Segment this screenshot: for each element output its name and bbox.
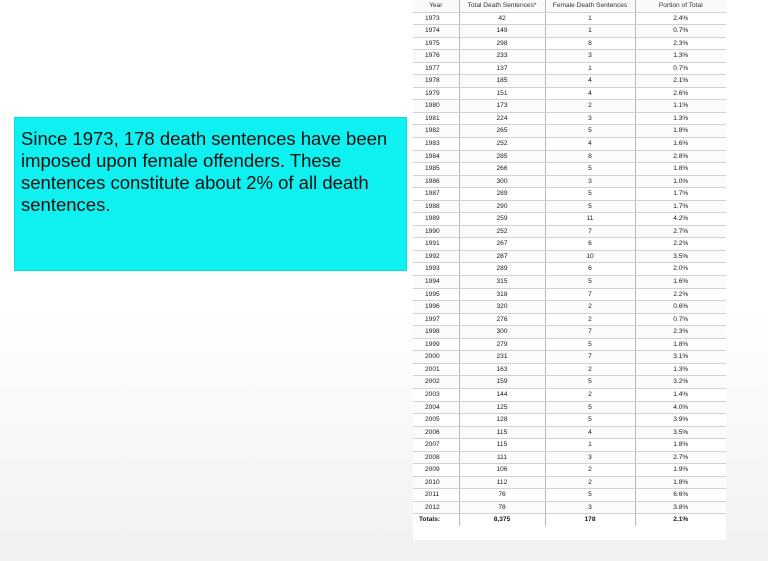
cell-year: 1986 — [413, 175, 459, 188]
cell-year: 2008 — [413, 451, 459, 464]
cell-portion-of-total: 2.3% — [635, 326, 726, 339]
cell-total-death-sentences: 76 — [459, 489, 545, 502]
cell-year: 2001 — [413, 363, 459, 376]
cell-year: 2000 — [413, 351, 459, 364]
cell-year: 1995 — [413, 288, 459, 301]
death-sentences-table — [413, 0, 726, 526]
table-row — [413, 401, 726, 414]
cell-year: 2003 — [413, 388, 459, 401]
cell-year: 2002 — [413, 376, 459, 389]
table-row — [413, 426, 726, 439]
cell-total-death-sentences: 144 — [459, 388, 545, 401]
cell-female-death-sentences: 7 — [545, 288, 635, 301]
cell-female-death-sentences: 2 — [545, 363, 635, 376]
cell-female-death-sentences: 5 — [545, 125, 635, 138]
cell-total-death-sentences: 231 — [459, 351, 545, 364]
cell-year: 2007 — [413, 439, 459, 452]
cell-year: 1991 — [413, 238, 459, 251]
cell-portion-of-total: 1.3% — [635, 363, 726, 376]
cell-total-death-sentences: 233 — [459, 50, 545, 63]
cell-female-death-sentences: 5 — [545, 401, 635, 414]
table-row — [413, 250, 726, 263]
cell-total-death-sentences: 265 — [459, 125, 545, 138]
cell-female-death-sentences: 6 — [545, 263, 635, 276]
cell-portion-of-total: 2.0% — [635, 263, 726, 276]
header-female-death-sentences: Female Death Sentences — [545, 0, 635, 12]
cell-female-death-sentences: 2 — [545, 313, 635, 326]
cell-year: 1999 — [413, 338, 459, 351]
cell-total-death-sentences: 125 — [459, 401, 545, 414]
cell-total-death-sentences: 115 — [459, 439, 545, 452]
cell-female-death-sentences: 5 — [545, 489, 635, 502]
cell-female-death-sentences: 11 — [545, 213, 635, 226]
header-total-death-sentences: Total Death Sentences* — [459, 0, 545, 12]
cell-total-death-sentences: 298 — [459, 37, 545, 50]
cell-year: 1979 — [413, 87, 459, 100]
table-row — [413, 414, 726, 427]
table-body — [413, 12, 726, 514]
table-row — [413, 75, 726, 88]
cell-year: 1977 — [413, 62, 459, 75]
cell-year: 1990 — [413, 225, 459, 238]
table-row — [413, 388, 726, 401]
table-header-row — [413, 0, 726, 12]
cell-total-death-sentences: 279 — [459, 338, 545, 351]
cell-female-death-sentences: 5 — [545, 200, 635, 213]
cell-portion-of-total: 1.7% — [635, 188, 726, 201]
table-row — [413, 301, 726, 314]
cell-total-death-sentences: 285 — [459, 150, 545, 163]
cell-total-death-sentences: 112 — [459, 476, 545, 489]
cell-year: 1998 — [413, 326, 459, 339]
table-totals-row — [413, 514, 726, 526]
cell-female-death-sentences: 5 — [545, 338, 635, 351]
cell-portion-of-total: 2.1% — [635, 75, 726, 88]
table-row — [413, 112, 726, 125]
cell-portion-of-total: 3.5% — [635, 426, 726, 439]
table-row — [413, 163, 726, 176]
cell-year: 1983 — [413, 138, 459, 151]
cell-portion-of-total: 2.3% — [635, 37, 726, 50]
cell-portion-of-total: 2.2% — [635, 288, 726, 301]
cell-year: 1982 — [413, 125, 459, 138]
cell-female-death-sentences: 1 — [545, 12, 635, 25]
cell-portion-of-total: 1.8% — [635, 338, 726, 351]
cell-female-death-sentences: 4 — [545, 87, 635, 100]
cell-total-death-sentences: 163 — [459, 363, 545, 376]
cell-female-death-sentences: 7 — [545, 326, 635, 339]
cell-female-death-sentences: 10 — [545, 250, 635, 263]
cell-portion-of-total: 4.0% — [635, 401, 726, 414]
table-row — [413, 376, 726, 389]
cell-year: 2006 — [413, 426, 459, 439]
cell-portion-of-total: 2.2% — [635, 238, 726, 251]
cell-total-death-sentences: 151 — [459, 87, 545, 100]
cell-total-death-sentences: 252 — [459, 138, 545, 151]
cell-year: 1984 — [413, 150, 459, 163]
cell-year: 2012 — [413, 501, 459, 514]
cell-portion-of-total: 2.7% — [635, 225, 726, 238]
totals-total-death-sentences: 8,375 — [459, 514, 545, 526]
cell-total-death-sentences: 290 — [459, 200, 545, 213]
cell-portion-of-total: 0.7% — [635, 313, 726, 326]
cell-female-death-sentences: 3 — [545, 50, 635, 63]
table-row — [413, 451, 726, 464]
cell-year: 1980 — [413, 100, 459, 113]
cell-total-death-sentences: 276 — [459, 313, 545, 326]
cell-total-death-sentences: 42 — [459, 12, 545, 25]
totals-female-death-sentences: 178 — [545, 514, 635, 526]
cell-portion-of-total: 1.6% — [635, 138, 726, 151]
table-row — [413, 363, 726, 376]
cell-female-death-sentences: 4 — [545, 75, 635, 88]
cell-total-death-sentences: 128 — [459, 414, 545, 427]
cell-portion-of-total: 2.8% — [635, 150, 726, 163]
table-row — [413, 501, 726, 514]
cell-year: 1992 — [413, 250, 459, 263]
cell-portion-of-total: 2.7% — [635, 451, 726, 464]
table-row — [413, 188, 726, 201]
cell-female-death-sentences: 7 — [545, 225, 635, 238]
cell-portion-of-total: 1.3% — [635, 50, 726, 63]
cell-total-death-sentences: 300 — [459, 175, 545, 188]
cell-year: 1997 — [413, 313, 459, 326]
table-row — [413, 476, 726, 489]
cell-portion-of-total: 3.9% — [635, 414, 726, 427]
table-row — [413, 326, 726, 339]
cell-portion-of-total: 1.0% — [635, 175, 726, 188]
table-row — [413, 37, 726, 50]
totals-portion-of-total: 2.1% — [635, 514, 726, 526]
cell-total-death-sentences: 137 — [459, 62, 545, 75]
cell-female-death-sentences: 4 — [545, 426, 635, 439]
cell-female-death-sentences: 8 — [545, 150, 635, 163]
cell-female-death-sentences: 3 — [545, 112, 635, 125]
cell-female-death-sentences: 1 — [545, 439, 635, 452]
cell-female-death-sentences: 2 — [545, 301, 635, 314]
cell-year: 1994 — [413, 276, 459, 289]
cell-total-death-sentences: 259 — [459, 213, 545, 226]
table-row — [413, 464, 726, 477]
table-row — [413, 62, 726, 75]
cell-total-death-sentences: 159 — [459, 376, 545, 389]
cell-total-death-sentences: 149 — [459, 25, 545, 38]
cell-female-death-sentences: 5 — [545, 376, 635, 389]
cell-female-death-sentences: 5 — [545, 276, 635, 289]
cell-portion-of-total: 1.8% — [635, 476, 726, 489]
table-row — [413, 225, 726, 238]
cell-portion-of-total: 0.7% — [635, 25, 726, 38]
cell-female-death-sentences: 3 — [545, 451, 635, 464]
cell-portion-of-total: 3.5% — [635, 250, 726, 263]
cell-female-death-sentences: 6 — [545, 238, 635, 251]
cell-year: 2004 — [413, 401, 459, 414]
cell-total-death-sentences: 111 — [459, 451, 545, 464]
cell-portion-of-total: 4.2% — [635, 213, 726, 226]
cell-year: 1987 — [413, 188, 459, 201]
cell-female-death-sentences: 1 — [545, 62, 635, 75]
cell-year: 2010 — [413, 476, 459, 489]
cell-year: 2005 — [413, 414, 459, 427]
summary-text: Since 1973, 178 death sentences have been imposed upon female offenders. These sentences constitute about 2% of all death sentences. — [21, 128, 388, 215]
cell-portion-of-total: 2.4% — [635, 12, 726, 25]
cell-portion-of-total: 1.9% — [635, 464, 726, 477]
table-row — [413, 351, 726, 364]
cell-total-death-sentences: 318 — [459, 288, 545, 301]
cell-female-death-sentences: 5 — [545, 163, 635, 176]
table-row — [413, 12, 726, 25]
cell-year: 1989 — [413, 213, 459, 226]
cell-total-death-sentences: 315 — [459, 276, 545, 289]
cell-female-death-sentences: 3 — [545, 175, 635, 188]
cell-total-death-sentences: 173 — [459, 100, 545, 113]
cell-total-death-sentences: 252 — [459, 225, 545, 238]
cell-year: 1975 — [413, 37, 459, 50]
cell-portion-of-total: 0.6% — [635, 301, 726, 314]
cell-year: 1981 — [413, 112, 459, 125]
table-row — [413, 87, 726, 100]
cell-total-death-sentences: 185 — [459, 75, 545, 88]
cell-year: 1996 — [413, 301, 459, 314]
table-row — [413, 263, 726, 276]
cell-female-death-sentences: 7 — [545, 351, 635, 364]
table-row — [413, 25, 726, 38]
table-row — [413, 288, 726, 301]
table-row — [413, 489, 726, 502]
cell-female-death-sentences: 8 — [545, 37, 635, 50]
cell-year: 1976 — [413, 50, 459, 63]
cell-female-death-sentences: 5 — [545, 414, 635, 427]
cell-portion-of-total: 0.7% — [635, 62, 726, 75]
table-row — [413, 150, 726, 163]
table-row — [413, 213, 726, 226]
cell-portion-of-total: 3.2% — [635, 376, 726, 389]
cell-portion-of-total: 2.6% — [635, 87, 726, 100]
cell-total-death-sentences: 224 — [459, 112, 545, 125]
cell-portion-of-total: 1.3% — [635, 112, 726, 125]
cell-year: 1974 — [413, 25, 459, 38]
cell-year: 1978 — [413, 75, 459, 88]
cell-year: 2011 — [413, 489, 459, 502]
cell-total-death-sentences: 78 — [459, 501, 545, 514]
cell-year: 1985 — [413, 163, 459, 176]
table-row — [413, 138, 726, 151]
cell-portion-of-total: 1.4% — [635, 388, 726, 401]
cell-female-death-sentences: 3 — [545, 501, 635, 514]
summary-callout — [14, 117, 407, 271]
cell-total-death-sentences: 287 — [459, 250, 545, 263]
cell-portion-of-total: 1.8% — [635, 439, 726, 452]
header-year: Year — [413, 0, 459, 12]
cell-female-death-sentences: 4 — [545, 138, 635, 151]
cell-total-death-sentences: 106 — [459, 464, 545, 477]
cell-portion-of-total: 3.8% — [635, 501, 726, 514]
cell-portion-of-total: 6.6% — [635, 489, 726, 502]
cell-portion-of-total: 3.1% — [635, 351, 726, 364]
cell-female-death-sentences: 5 — [545, 188, 635, 201]
table-row — [413, 439, 726, 452]
cell-total-death-sentences: 266 — [459, 163, 545, 176]
cell-year: 1973 — [413, 12, 459, 25]
cell-female-death-sentences: 2 — [545, 100, 635, 113]
cell-year: 1988 — [413, 200, 459, 213]
cell-total-death-sentences: 320 — [459, 301, 545, 314]
cell-total-death-sentences: 267 — [459, 238, 545, 251]
totals-label: Totals: — [413, 514, 459, 526]
table-row — [413, 175, 726, 188]
table-row — [413, 200, 726, 213]
cell-portion-of-total: 1.8% — [635, 125, 726, 138]
cell-female-death-sentences: 2 — [545, 388, 635, 401]
table-row — [413, 50, 726, 63]
table-row — [413, 313, 726, 326]
cell-portion-of-total: 1.8% — [635, 163, 726, 176]
cell-female-death-sentences: 2 — [545, 464, 635, 477]
table-row — [413, 338, 726, 351]
cell-portion-of-total: 1.7% — [635, 200, 726, 213]
table-row — [413, 276, 726, 289]
cell-total-death-sentences: 300 — [459, 326, 545, 339]
cell-female-death-sentences: 1 — [545, 25, 635, 38]
death-sentences-table-container — [413, 0, 726, 540]
table-row — [413, 100, 726, 113]
header-portion-of-total: Portion of Total — [635, 0, 726, 12]
cell-total-death-sentences: 289 — [459, 188, 545, 201]
cell-total-death-sentences: 289 — [459, 263, 545, 276]
cell-total-death-sentences: 115 — [459, 426, 545, 439]
cell-year: 2009 — [413, 464, 459, 477]
table-row — [413, 125, 726, 138]
cell-year: 1993 — [413, 263, 459, 276]
cell-portion-of-total: 1.6% — [635, 276, 726, 289]
cell-portion-of-total: 1.1% — [635, 100, 726, 113]
table-row — [413, 238, 726, 251]
cell-female-death-sentences: 2 — [545, 476, 635, 489]
